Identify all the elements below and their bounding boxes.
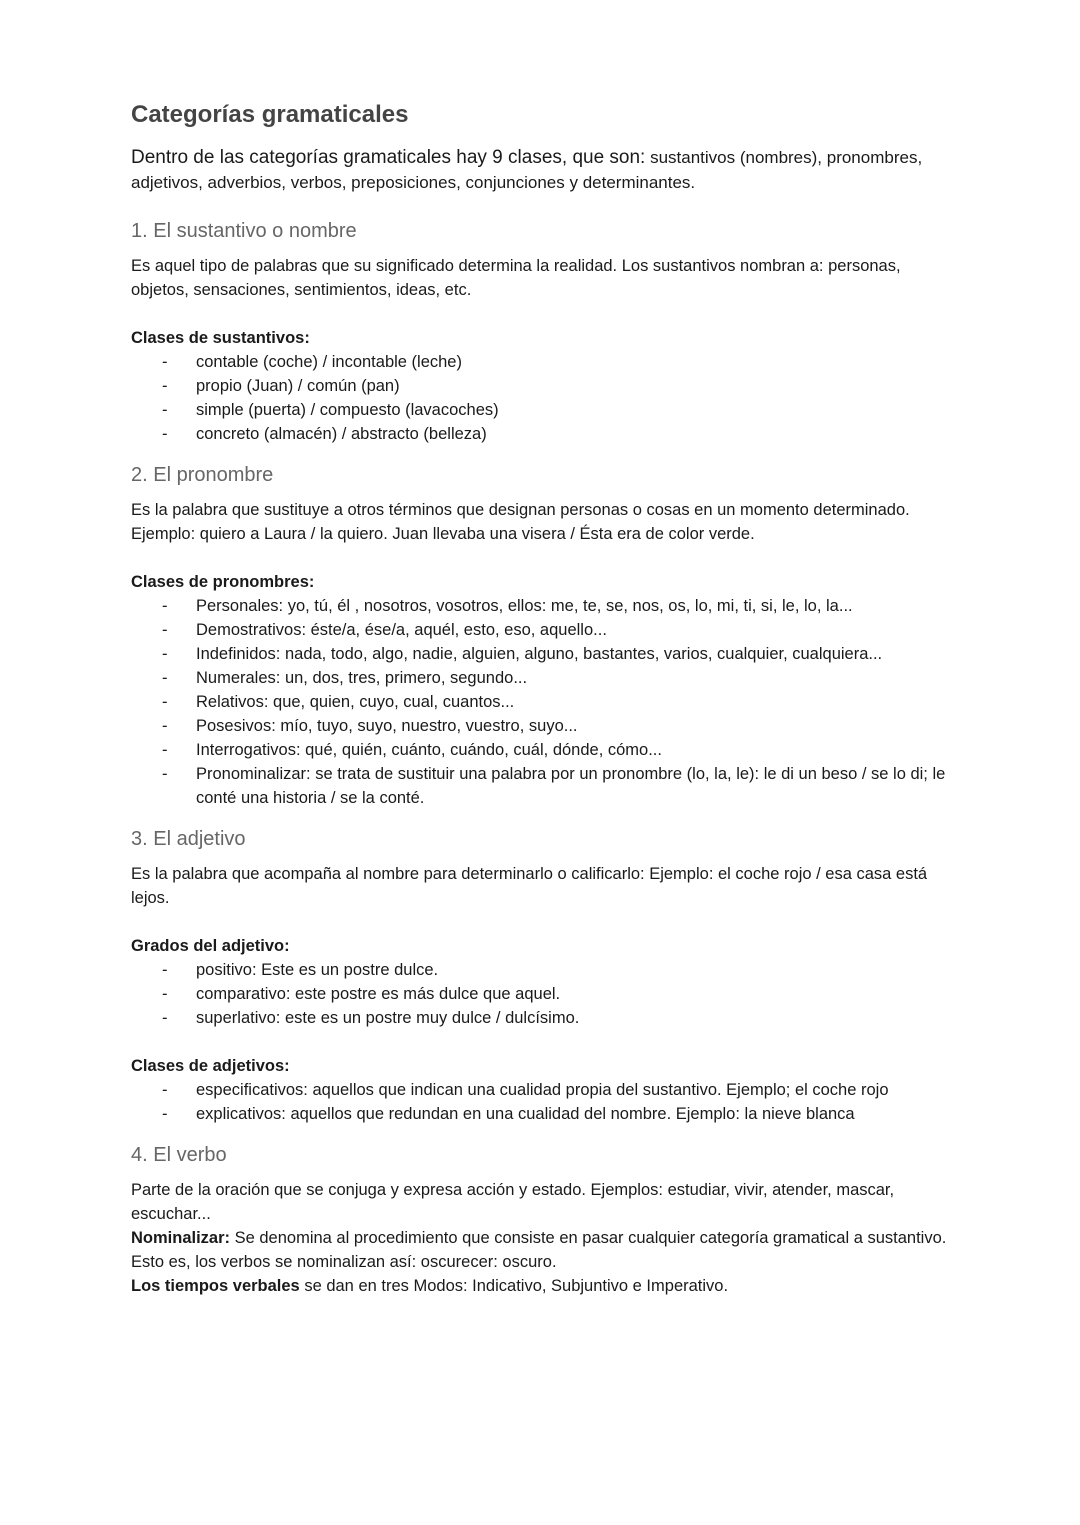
dash-bullet: - xyxy=(162,645,168,663)
list-item: - Posesivos: mío, tuyo, suyo, nuestro, vuestro, suyo... xyxy=(131,714,950,738)
list-item: - explicativos: aquellos que redundan en una cualidad del nombre. Ejemplo: la nieve blanca xyxy=(131,1102,950,1126)
dash-bullet: - xyxy=(162,377,168,395)
dash-bullet: - xyxy=(162,693,168,711)
list-item: - simple (puerta) / compuesto (lavacoches) xyxy=(131,398,950,422)
page-title: Categorías gramaticales xyxy=(131,101,409,128)
section-paragraph-verbo: Parte de la oración que se conjuga y expresa acción y estado. Ejemplos: estudiar, vivir, atender, mascar, escuchar... xyxy=(131,1181,895,1223)
dash-bullet: - xyxy=(162,717,168,735)
section-paragraph-adjetivo: Es la palabra que acompaña al nombre para determinarlo o calificarlo: Ejemplo: el coche rojo / esa casa está lejos. xyxy=(131,865,928,907)
dash-bullet: - xyxy=(162,621,168,639)
list-title-pronombres: Clases de pronombres: xyxy=(131,573,315,591)
dash-bullet: - xyxy=(162,1009,168,1027)
list-title-sustantivos: Clases de sustantivos: xyxy=(131,329,310,347)
list-item: - Relativos: que, quien, cuyo, cual, cuantos... xyxy=(131,690,950,714)
list-sustantivos xyxy=(131,350,950,446)
list-item: - positivo: Este es un postre dulce. xyxy=(131,958,950,982)
list-title-adjetivos: Clases de adjetivos: xyxy=(131,1057,290,1075)
list-item: - Pronominalizar: se trata de sustituir una palabra por un pronombre (lo, la, le): le di un beso / se lo di; le conté una historia / se la conté. xyxy=(131,762,950,810)
list-item: - Personales: yo, tú, él , nosotros, vosotros, ellos: me, te, se, nos, os, lo, mi, ti, si, le, lo, la... xyxy=(131,594,950,618)
dash-bullet: - xyxy=(162,353,168,371)
dash-bullet: - xyxy=(162,741,168,759)
dash-bullet: - xyxy=(162,961,168,979)
list-item: - contable (coche) / incontable (leche) xyxy=(131,350,950,374)
list-item: - comparativo: este postre es más dulce que aquel. xyxy=(131,982,950,1006)
list-item: - Demostrativos: éste/a, ése/a, aquél, esto, eso, aquello... xyxy=(131,618,950,642)
list-item: - Numerales: un, dos, tres, primero, segundo... xyxy=(131,666,950,690)
section-paragraph-pronombre: Es la palabra que sustituye a otros términos que designan personas o cosas en un momento determinado. Ejemplo: quiero a Laura / la quiero. Juan llevaba una visera / Ésta era de color verde. xyxy=(131,501,910,543)
dash-bullet: - xyxy=(162,765,168,783)
section-heading-pronombre: 2. El pronombre xyxy=(131,464,274,486)
intro-lead: Dentro de las categorías gramaticales hay 9 clases, que son: xyxy=(131,147,646,168)
tiempos-verbales-paragraph: Los tiempos verbales se dan en tres Modos: Indicativo, Subjuntivo e Imperativo. xyxy=(131,1277,729,1295)
list-item: - superlativo: este es un postre muy dulce / dulcísimo. xyxy=(131,1006,950,1030)
dash-bullet: - xyxy=(162,401,168,419)
section-heading-verbo: 4. El verbo xyxy=(131,1144,227,1166)
tiempos-verbales-label: Los tiempos verbales xyxy=(131,1277,300,1295)
list-item: - especificativos: aquellos que indican una cualidad propia del sustantivo. Ejemplo; el coche rojo xyxy=(131,1078,950,1102)
list-item: - propio (Juan) / común (pan) xyxy=(131,374,950,398)
dash-bullet: - xyxy=(162,597,168,615)
list-title-grados: Grados del adjetivo: xyxy=(131,937,290,955)
intro-rest: sustantivos (nombres), pronombres, adjetivos, adverbios, verbos, preposiciones, conjunciones y determinantes. xyxy=(131,148,923,192)
dash-bullet: - xyxy=(162,669,168,687)
section-heading-sustantivo: 1. El sustantivo o nombre xyxy=(131,220,357,242)
list-item: - Indefinidos: nada, todo, algo, nadie, alguien, alguno, bastantes, varios, cualquier, cualquiera... xyxy=(131,642,950,666)
list-grados-adjetivo xyxy=(131,958,950,1030)
list-clases-adjetivos xyxy=(131,1078,950,1126)
nominalizar-example: Esto es, los verbos se nominalizan así: oscurecer: oscuro. xyxy=(131,1253,557,1271)
nominalizar-label: Nominalizar: xyxy=(131,1229,231,1247)
section-heading-adjetivo: 3. El adjetivo xyxy=(131,828,246,850)
dash-bullet: - xyxy=(162,1081,168,1099)
dash-bullet: - xyxy=(162,1105,168,1123)
list-pronombres xyxy=(131,594,950,810)
section-paragraph-sustantivo: Es aquel tipo de palabras que su significado determina la realidad. Los sustantivos nombran a: personas, objetos, sensaciones, sentimientos, ideas, etc. xyxy=(131,257,901,299)
list-item: - Interrogativos: qué, quién, cuánto, cuándo, cuál, dónde, cómo... xyxy=(131,738,950,762)
dash-bullet: - xyxy=(162,425,168,443)
intro-paragraph xyxy=(131,145,950,195)
nominalizar-paragraph: Nominalizar: Se denomina al procedimiento que consiste en pasar cualquier categoría gramatical a sustantivo. xyxy=(131,1229,947,1247)
list-item: - concreto (almacén) / abstracto (belleza) xyxy=(131,422,950,446)
dash-bullet: - xyxy=(162,985,168,1003)
